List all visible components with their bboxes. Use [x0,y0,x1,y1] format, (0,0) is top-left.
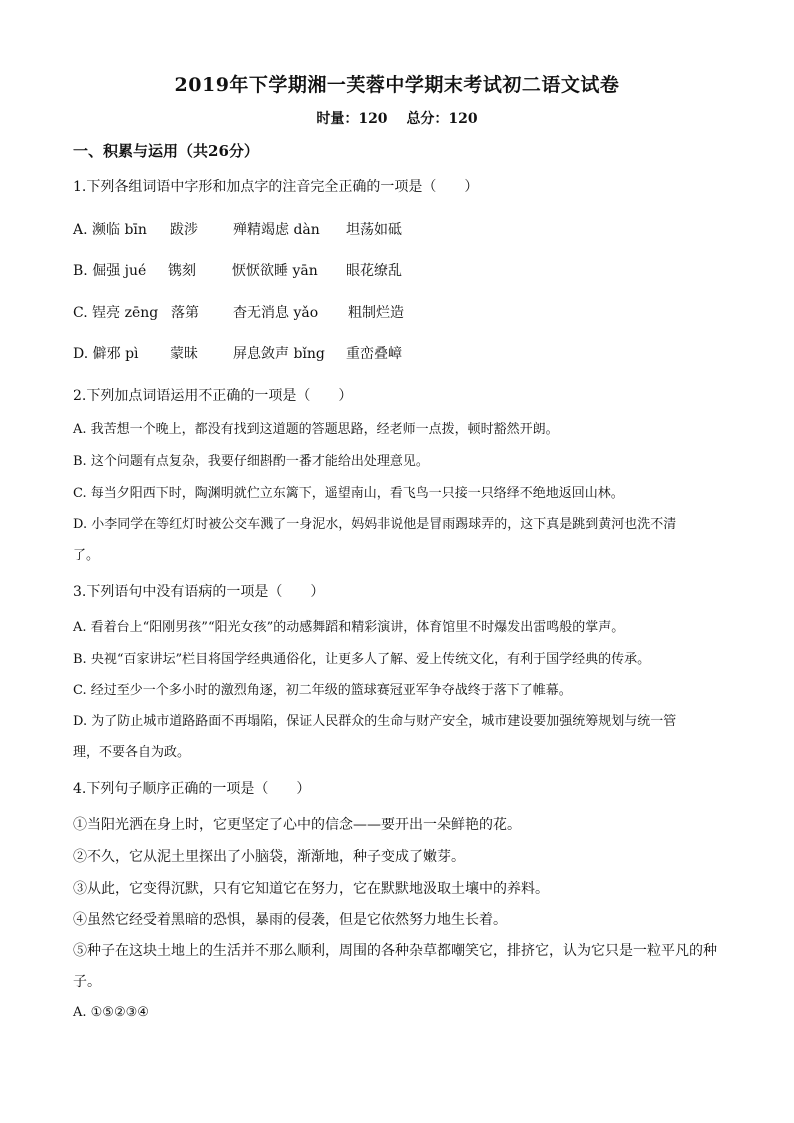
q1-a-word4: 坦荡如砥 [346,222,402,238]
q3-option-d-line1: D. 为了防止城市道路路面不再塌陷，保证人民群众的生命与财产安全，城市建设要加强统筹规划与统一管 [73,714,677,729]
q4-sentence-2: ②不久，它从泥土里探出了小脑袋，渐渐地，种子变成了嫩芽。 [73,849,465,865]
q4-sentence-3: ③从此，它变得沉默，只有它知道它在努力，它在默默地汲取土壤中的养料。 [73,881,549,897]
q1-c-word2: 落第 [171,305,199,321]
q1-c-word4: 粗制烂造 [348,305,404,321]
total-score: 总分：120 [406,111,478,127]
q1-d-word1: D. 僻邪 pì [73,346,139,362]
q3-stem: 3.下列语句中没有语病的一项是（ ） [73,584,325,600]
q1-stem: 1.下列各组词语中字形和加点字的注音完全正确的一项是（ ） [73,179,479,195]
q1-a-word2: 跋涉 [170,222,198,238]
q3-option-d-line2: 理，不要各自为政。 [73,745,191,760]
q2-option-a: A. 我苦想一个晚上，都没有找到这道题的答题思路，经老师一点拨，顿时豁然开朗。 [73,422,559,437]
q1-c-word3: 杳无消息 yǎo [233,305,319,321]
time-limit: 时量：120 [316,111,388,127]
q1-b-word4: 眼花缭乱 [346,263,402,279]
q2-stem: 2.下列加点词语运用不正确的一项是（ ） [73,388,353,404]
q2-option-d-line1: D. 小李同学在等红灯时被公交车溅了一身泥水，妈妈非说他是冒雨踢球弄的，这下真是跳到黄河也洗不清 [73,517,677,532]
q1-b-word3: 恹恹欲睡 yān [232,263,318,279]
q4-sentence-1: ①当阳光洒在身上时，它更坚定了心中的信念——要开出一朵鲜艳的花。 [73,817,521,833]
q1-b-word1: B. 倔强 jué [73,263,147,279]
q1-d-word3: 屏息敛声 bǐng [233,346,325,362]
q4-sentence-4: ④虽然它经受着黑暗的恐惧，暴雨的侵袭，但是它依然努力地生长着。 [73,912,507,928]
q3-option-c: C. 经过至少一个多小时的激烈角逐，初二年级的篮球赛冠亚军争夺战终于落下了帷幕。 [73,683,572,698]
q1-d-word2: 蒙昧 [170,346,198,362]
q3-option-b: B. 央视“百家讲坛”栏目将国学经典通俗化，让更多人了解、爱上传统文化，有利于国学经典的传承。 [73,652,651,667]
q1-a-word1: A. 濒临 bīn [73,222,147,238]
q1-a-word3: 殚精竭虑 dàn [233,222,320,238]
q1-c-word1: C. 锃亮 zēng [73,305,159,321]
exam-title: 2019年下学期湘一芙蓉中学期末考试初二语文试卷 [174,74,620,96]
q4-stem: 4.下列句子顺序正确的一项是（ ） [73,781,311,797]
section-heading: 一、积累与运用（共26分） [73,142,259,160]
q2-option-d-line2: 了。 [73,548,100,563]
q1-d-word4: 重峦叠嶂 [346,346,402,362]
q2-option-c: C. 每当夕阳西下时，陶渊明就伫立东篱下，遥望南山，看飞鸟一只接一只络绎不绝地返回山林。 [73,486,624,501]
exam-meta [0,108,794,128]
q4-sentence-5-line1: ⑤种子在这块土地上的生活并不那么顺利，周围的各种杂草都嘲笑它，排挤它，认为它只是一粒平凡的种 [73,943,717,959]
q4-option-a: A. ①⑤②③④ [73,1005,149,1020]
q2-option-b: B. 这个问题有点复杂，我要仔细斟酌一番才能给出处理意见。 [73,454,429,469]
q3-option-a: A. 看着台上“阳刚男孩”“阳光女孩”的动感舞蹈和精彩演讲，体育馆里不时爆发出雷鸣般的掌声。 [73,620,625,635]
q1-b-word2: 镌刻 [168,263,196,279]
q4-sentence-5-line2: 子。 [73,974,101,990]
